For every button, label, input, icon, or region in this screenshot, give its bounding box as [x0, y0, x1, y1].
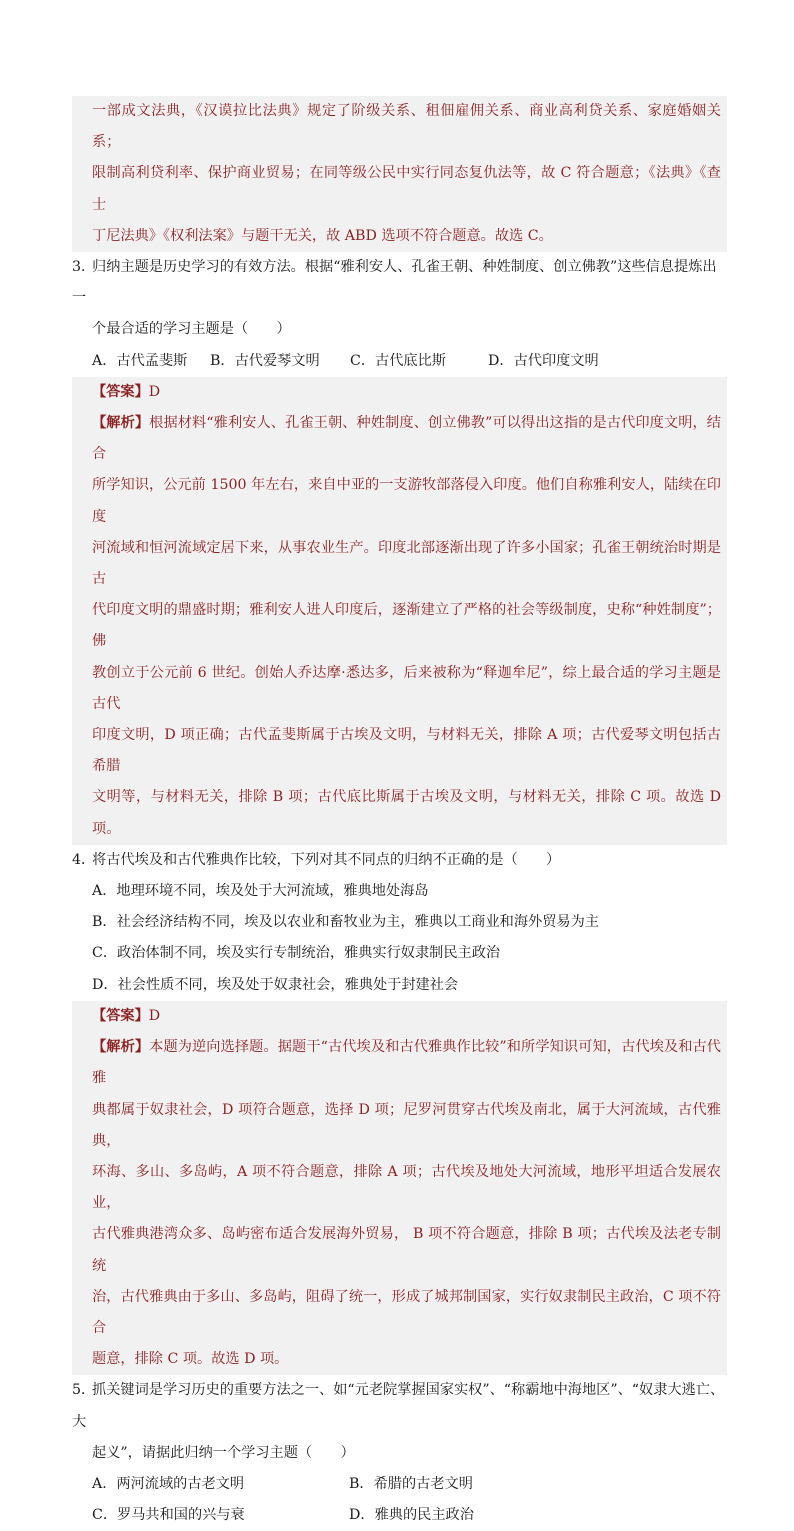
analysis-line: 印度文明，D 项正确；古代孟斐斯属于古埃及文明，与材料无关，排除 A 项；古代爱琴文明包括古希腊 — [92, 727, 721, 775]
document-page — [72, 96, 727, 1531]
question-5-options-row-2 — [72, 1500, 727, 1531]
answer-value: D — [148, 383, 161, 400]
analysis-line: 一部成文法典，《汉谟拉比法典》规定了阶级关系、租佃雇佣关系、商业高利贷关系、家庭婚姻关系； — [92, 103, 721, 151]
question-stem-line: 抓关键词是学习历史的重要方法之一、如“元老院掌握国家实权”、“称霸地中海地区”、“奴隶大逃亡、大 — [72, 1382, 725, 1430]
question-4-answer-block — [72, 1001, 727, 1375]
question-5 — [72, 1375, 727, 1469]
answer-line — [92, 1001, 721, 1032]
option-c: C．古代底比斯 — [350, 352, 446, 369]
option-b: B．古代爱琴文明 — [210, 352, 320, 369]
answer-value: D — [148, 1007, 161, 1024]
analysis-line: 丁尼法典》《权利法案》与题干无关，故 ABD 选项不符合题意。故选 C。 — [92, 227, 553, 244]
analysis-line: 典都属于奴隶社会，D 项符合题意，选择 D 项；尼罗河贯穿古代埃及南北，属于大河流域，古代雅典， — [92, 1101, 721, 1149]
analysis-tag: 【解析】 — [92, 415, 150, 432]
question-number: 4． — [72, 851, 96, 868]
analysis-line: 题意，排除 C 项。故选 D 项。 — [92, 1351, 289, 1368]
question-stem-line: 起义”，请据此归纳一个学习主题（ ） — [92, 1444, 355, 1461]
question-3-options — [72, 346, 727, 377]
answer-tag: 【答案】 — [92, 383, 149, 400]
option-c: C．罗马共和国的兴与衰 — [92, 1507, 245, 1524]
previous-analysis-block — [72, 96, 727, 252]
question-5-options-row-1 — [72, 1469, 727, 1500]
question-4 — [72, 845, 727, 876]
analysis-line: 代印度文明的鼎盛时期；雅利安人进人印度后，逐渐建立了严格的社会等级制度，史称“种姓制度”；佛 — [92, 602, 721, 650]
option-d: D．雅典的民主政治 — [349, 1507, 474, 1524]
analysis-line: 环海、多山、多岛屿，A 项不符合题意，排除 A 项；古代埃及地处大河流域，地形平坦适合发展农业， — [92, 1163, 721, 1212]
option-b: B．社会经济结构不同，埃及以农业和畜牧业为主，雅典以工商业和海外贸易为主 — [92, 914, 599, 931]
option-d: D．社会性质不同，埃及处于奴隶社会，雅典处于封建社会 — [92, 976, 459, 993]
question-3-answer-block — [72, 377, 727, 845]
analysis-line: 治，古代雅典由于多山、多岛屿，阻碍了统一，形成了城邦制国家，实行奴隶制民主政治，C 项不符合 — [92, 1288, 721, 1336]
question-stem-line: 将古代埃及和古代雅典作比较，下列对其不同点的归纳不正确的是（ ） — [92, 851, 561, 868]
option-a: A．古代孟斐斯 — [92, 352, 188, 369]
answer-tag: 【答案】 — [92, 1007, 149, 1024]
answer-line — [92, 377, 721, 408]
question-number: 5． — [72, 1382, 96, 1399]
analysis-line — [92, 408, 721, 470]
analysis-line: 所学知识，公元前 1500 年左右，来自中亚的一支游牧部落侵入印度。他们自称雅利安人，陆续在印度 — [92, 477, 721, 525]
option-a: A．两河流域的古老文明 — [92, 1475, 245, 1492]
analysis-line — [92, 1032, 721, 1094]
analysis-line: 河流域和恒河流域定居下来，从事农业生产。印度北部逐渐出现了许多小国家；孔雀王朝统治时期是古 — [92, 539, 721, 588]
option-c: C．政治体制不同，埃及实行专制统治，雅典实行奴隶制民主政治 — [92, 945, 501, 962]
option-d: D．古代印度文明 — [488, 352, 599, 369]
question-stem-line: 归纳主题是历史学习的有效方法。根据“雅利安人、孔雀王朝、种姓制度、创立佛教”这些信息提炼出一 — [72, 259, 717, 307]
analysis-line: 文明等，与材料无关，排除 B 项；古代底比斯属于古埃及文明，与材料无关，排除 C 项。故选 D 项。 — [92, 789, 721, 837]
analysis-line: 限制高利贷利率、保护商业贸易；在同等级公民中实行同态复仇法等，故 C 符合题意；《法典》《查士 — [92, 165, 721, 213]
option-b: B．希腊的古老文明 — [349, 1475, 473, 1492]
analysis-tag: 【解析】 — [92, 1039, 150, 1056]
question-stem-line: 个最合适的学习主题是（ ） — [92, 321, 291, 338]
analysis-text: 本题为逆向选择题。据题干“古代埃及和古代雅典作比较”和所学知识可知，古代埃及和古代雅 — [92, 1039, 721, 1087]
analysis-text: 根据材料“雅利安人、孔雀王朝、种姓制度、创立佛教”可以得出这指的是古代印度文明，结合 — [92, 415, 721, 463]
analysis-line: 教创立于公元前 6 世纪。创始人乔达摩·悉达多，后来被称为“释迦牟尼”，综上最合适的学习主题是古代 — [92, 664, 721, 712]
analysis-line: 古代雅典港湾众多、岛屿密布适合发展海外贸易， B 项不符合题意，排除 B 项；古代埃及法老专制统 — [92, 1226, 721, 1274]
option-a: A．地理环境不同，埃及处于大河流域，雅典地处海岛 — [92, 883, 429, 900]
question-number: 3． — [72, 259, 96, 276]
question-3 — [72, 252, 727, 346]
